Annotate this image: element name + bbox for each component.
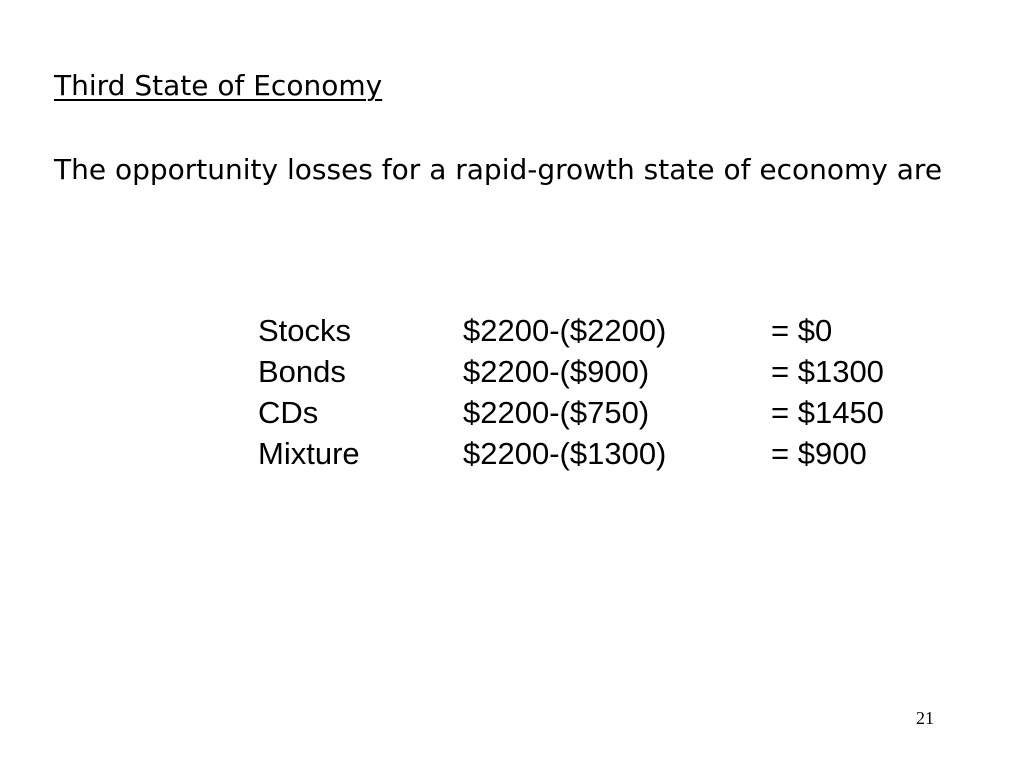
loss-result: = $0 [771,313,833,348]
loss-calculation: $2200-($750) [463,395,650,430]
loss-calculation: $2200-($2200) [463,313,667,348]
table-row [258,433,931,474]
investment-name: Bonds [258,354,346,389]
opportunity-loss-table [258,310,931,474]
table-row [258,392,931,433]
intro-text: The opportunity losses for a rapid-growth state of economy are [54,153,943,186]
investment-name: Stocks [258,313,352,348]
investment-name: Mixture [258,436,360,471]
loss-result: = $1300 [771,354,884,389]
page-number: 21 [916,708,934,728]
loss-result: = $1450 [771,395,884,430]
table-row [258,310,931,351]
table-row [258,351,931,392]
investment-name: CDs [258,395,319,430]
loss-calculation: $2200-($900) [463,354,650,389]
loss-result: = $900 [771,436,867,471]
slide-heading: Third State of Economy [54,69,383,102]
loss-calculation: $2200-($1300) [463,436,667,471]
